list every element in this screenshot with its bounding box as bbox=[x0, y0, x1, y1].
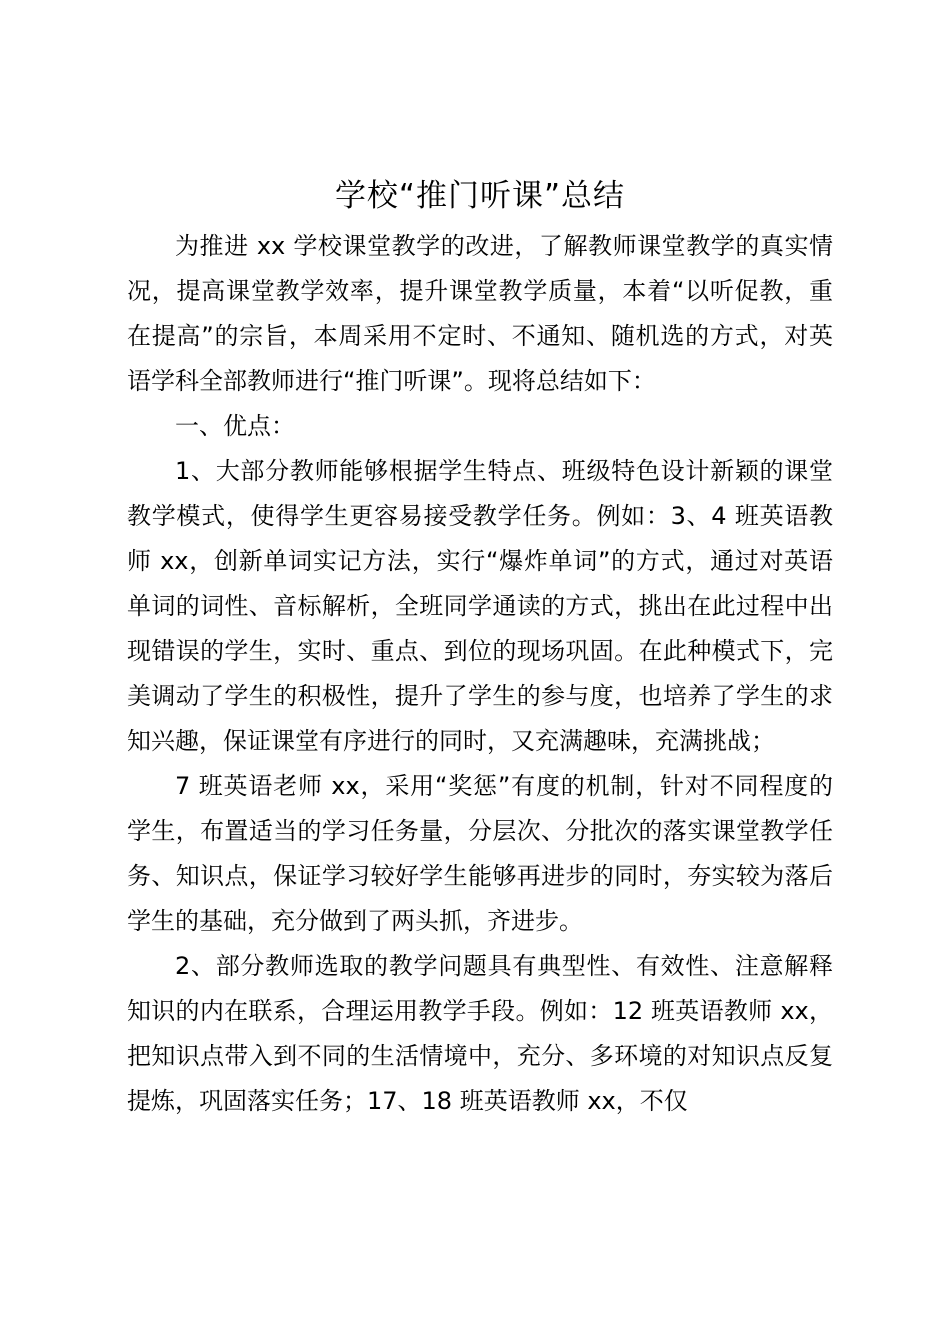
intro-paragraph: 为推进 xx 学校课堂教学的改进，了解教师课堂教学的真实情况，提高课堂教学效率，提升课堂教学质量，本着“以听促教，重在提高”的宗旨，本周采用不定时、不通知、随机选的方式，对英语学科全部教师进行“推门听课”。现将总结如下： bbox=[127, 232, 833, 395]
document-title: 学校“推门听课”总结 bbox=[334, 178, 626, 214]
strength-point-1: 1、大部分教师能够根据学生特点、班级特色设计新颖的课堂教学模式，使得学生更容易接受教学任务。例如：3、4 班英语教师 xx，创新单词实记方法，实行“爆炸单词”的方式，通过对英语单词的词性、音标解析，全班同学通读的方式，挑出在此过程中出现错误的学生，实时、重点、到位的现场巩固。在此种模式下，完美调动了学生的积极性，提升了学生的参与度，也培养了学生的求知兴趣，保证课堂有序进行的同时，又充满趣味，充满挑战； bbox=[127, 457, 833, 755]
document-body bbox=[127, 224, 833, 1124]
document-page bbox=[127, 170, 833, 1124]
section-heading-strengths: 一、优点： bbox=[175, 412, 295, 440]
strength-point-2: 2、部分教师选取的教学问题具有典型性、有效性、注意解释知识的内在联系，合理运用教学手段。例如：12 班英语教师 xx，把知识点带入到不同的生活情境中，充分、多环境的对知识点反复提炼，巩固落实任务；17、18 班英语教师 xx，不仅 bbox=[127, 952, 833, 1115]
strength-point-1-example-2: 7 班英语老师 xx，采用“奖惩”有度的机制，针对不同程度的学生，布置适当的学习任务量，分层次、分批次的落实课堂教学任务、知识点，保证学习较好学生能够再进步的同时，夯实较为落后学生的基础，充分做到了两头抓，齐进步。 bbox=[127, 772, 833, 935]
